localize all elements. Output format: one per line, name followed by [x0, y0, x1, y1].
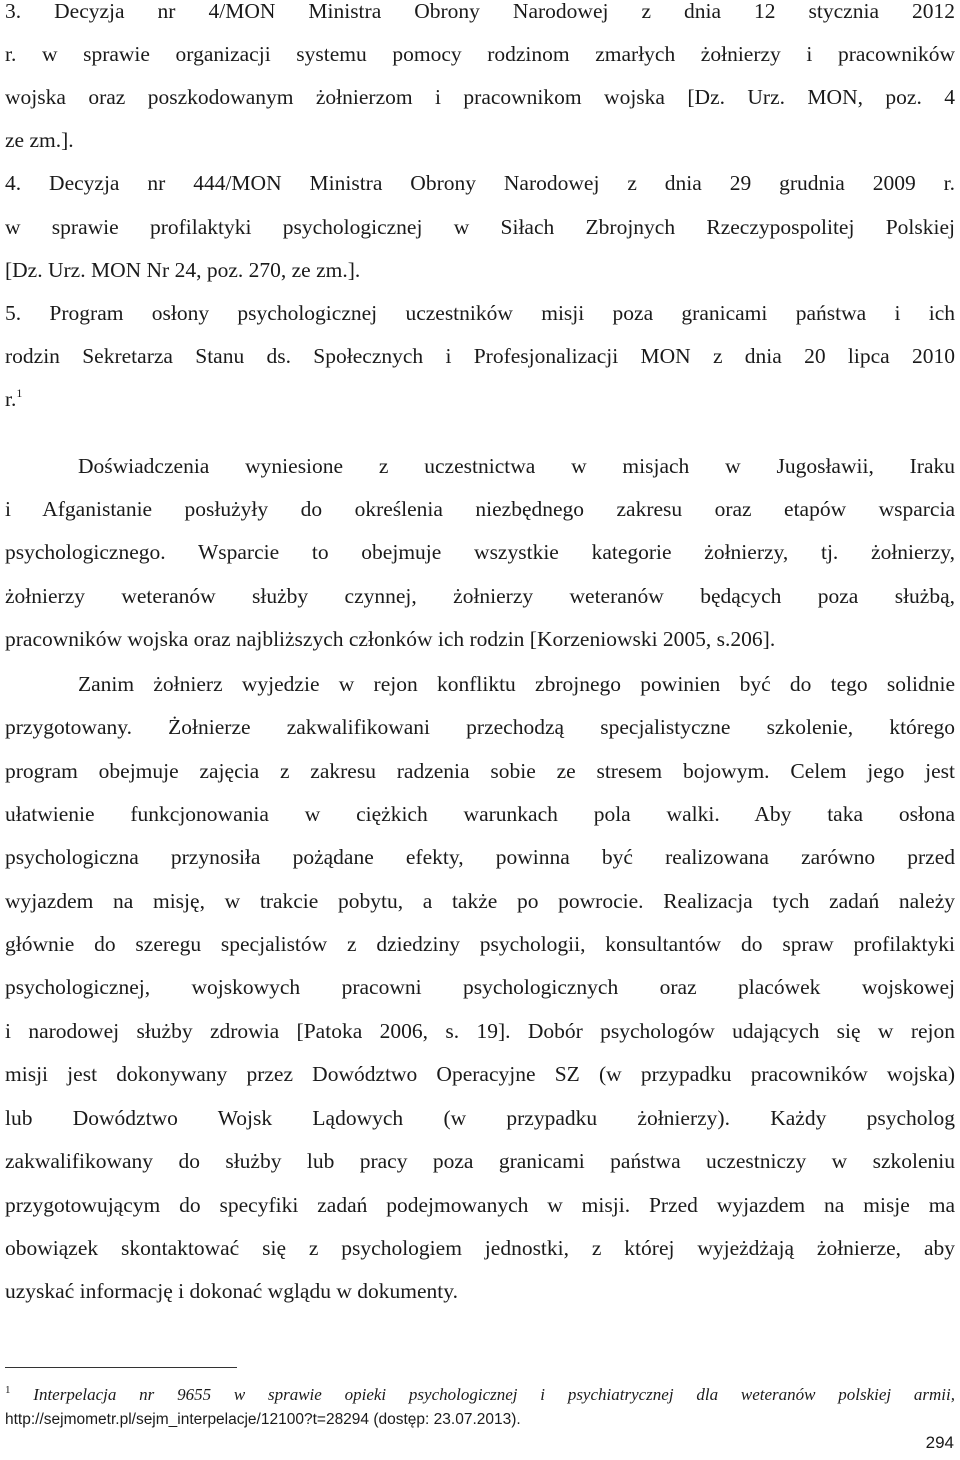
paragraph-1-line-4: żołnierzy weteranów służby czynnej, żołnierzy weteranów będących poza służbą,	[5, 584, 955, 608]
list-item-4-line-3: [Dz. Urz. MON Nr 24, poz. 270, ze zm.].	[5, 258, 361, 282]
list-item-5-line-3-text: r.	[5, 387, 17, 411]
paragraph-1-line-5: pracowników wojska oraz najbliższych członków ich rodzin [Korzeniowski 2005, s.206].	[5, 627, 776, 651]
list-item-5-line-2: rodzin Sekretarza Stanu ds. Społecznych i Profesjonalizacji MON z dnia 20 lipca 2010	[5, 344, 955, 368]
paragraph-2-line-6: wyjazdem na misję, w trakcie pobytu, a także po powrocie. Realizacja tych zadań należy	[5, 889, 955, 913]
paragraph-2-line-11: lub Dowództwo Wojsk Lądowych (w przypadku żołnierzy). Każdy psycholog	[5, 1106, 955, 1130]
list-item-3-line-3: wojska oraz poszkodowanym żołnierzom i pracownikom wojska [Dz. Urz. MON, poz. 4	[5, 85, 955, 109]
paragraph-2-line-12: zakwalifikowany do służby lub pracy poza granicami państwa uczestniczy w szkoleniu	[5, 1149, 955, 1173]
paragraph-2-line-10: misji jest dokonywany przez Dowództwo Operacyjne SZ (w przypadku pracowników wojska)	[5, 1062, 955, 1086]
paragraph-2-line-1: Zanim żołnierz wyjedzie w rejon konfliktu zbrojnego powinien być do tego solidnie	[78, 672, 955, 696]
footnote-link[interactable]: http://sejmometr.pl/sejm_interpelacje/12100?t=28294 (dostęp: 23.07.2013).	[5, 1411, 521, 1428]
footnote-line-1	[5, 1383, 955, 1407]
list-item-5-line-3	[5, 384, 955, 414]
footnote-reference[interactable]: 1	[16, 386, 23, 400]
paragraph-2-line-7: głównie do szeregu specjalistów z dziedziny psychologii, konsultantów do spraw profilaktyki	[5, 932, 955, 956]
footnote-text: Interpelacja nr 9655 w sprawie opieki psychologicznej i psychiatrycznej dla weteranów polskiej armii,	[33, 1385, 956, 1404]
paragraph-2-line-15: uzyskać informację i dokonać wglądu w dokumenty.	[5, 1279, 458, 1303]
page-number: 294	[925, 1433, 954, 1452]
footnote-separator	[5, 1367, 237, 1368]
paragraph-2-line-2: przygotowany. Żołnierze zakwalifikowani przechodzą specjalistyczne szkolenie, którego	[5, 715, 955, 739]
list-item-4-line-2: w sprawie profilaktyki psychologicznej w Siłach Zbrojnych Rzeczypospolitej Polskiej	[5, 215, 955, 239]
paragraph-2-line-9: i narodowej służby zdrowia [Patoka 2006, s. 19]. Dobór psychologów udających się w rejon	[5, 1019, 955, 1043]
paragraph-2-line-14: obowiązek skontaktować się z psychologiem jednostki, z której wyjeżdżają żołnierze, aby	[5, 1236, 955, 1260]
paragraph-2-line-13: przygotowującym do specyfiki zadań podejmowanych w misji. Przed wyjazdem na misje ma	[5, 1193, 955, 1217]
paragraph-2-line-4: ułatwienie funkcjonowania w ciężkich warunkach pola walki. Aby taka osłona	[5, 802, 955, 826]
list-item-5-line-1: 5. Program osłony psychologicznej uczestników misji poza granicami państwa i ich	[5, 301, 955, 325]
list-item-4-line-1: 4. Decyzja nr 444/MON Ministra Obrony Narodowej z dnia 29 grudnia 2009 r.	[5, 171, 955, 195]
footnote-number: 1	[5, 1384, 11, 1396]
paragraph-2-line-8: psychologicznej, wojskowych pracowni psychologicznych oraz placówek wojskowej	[5, 975, 955, 999]
paragraph-2-line-5: psychologiczna przynosiła pożądane efekty, powinna być realizowana zarówno przed	[5, 845, 955, 869]
paragraph-1-line-2: i Afganistanie posłużyły do określenia niezbędnego zakresu oraz etapów wsparcia	[5, 497, 955, 521]
paragraph-1-line-1: Doświadczenia wyniesione z uczestnictwa w misjach w Jugosławii, Iraku	[78, 454, 955, 478]
list-item-3-line-2: r. w sprawie organizacji systemu pomocy rodzinom zmarłych żołnierzy i pracowników	[5, 42, 955, 66]
list-item-3-line-4: ze zm.].	[5, 128, 74, 152]
paragraph-1-line-3: psychologicznego. Wsparcie to obejmuje wszystkie kategorie żołnierzy, tj. żołnierzy,	[5, 540, 955, 564]
list-item-3-line-1: 3. Decyzja nr 4/MON Ministra Obrony Narodowej z dnia 12 stycznia 2012	[5, 0, 955, 23]
paragraph-2-line-3: program obejmuje zajęcia z zakresu radzenia sobie ze stresem bojowym. Celem jego jest	[5, 759, 955, 783]
